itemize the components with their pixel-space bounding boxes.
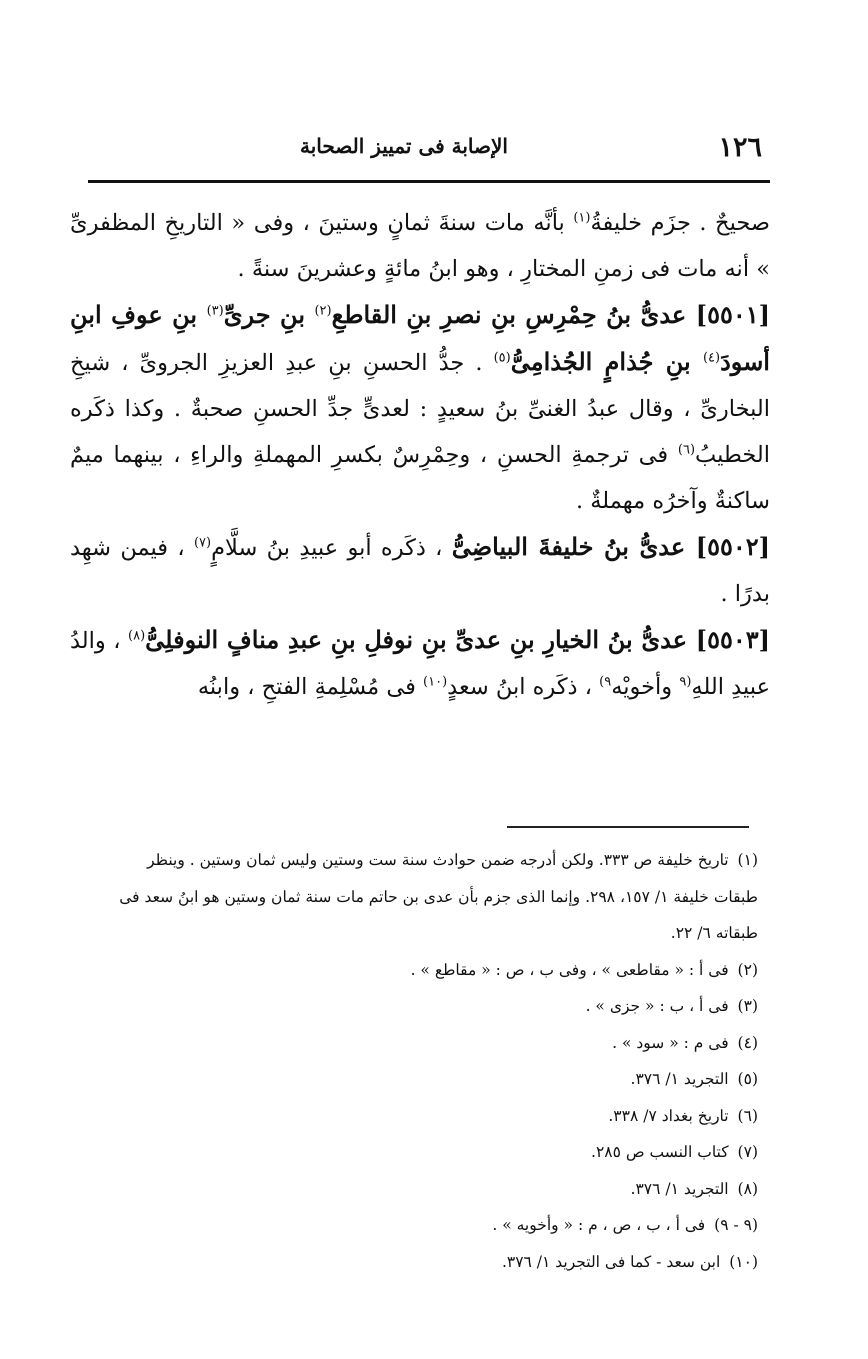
footnote [110, 1244, 758, 1281]
footnote-ref: (٤) [702, 350, 721, 366]
footnote-ref: (١٠) [423, 674, 448, 690]
footnote [110, 1061, 758, 1098]
footnote-number: (٤) [737, 1033, 758, 1052]
text-run: ، فيمن شهِد بدرًا . [70, 535, 770, 607]
footnote-number: (١٠) [729, 1252, 758, 1271]
footnote [110, 952, 758, 989]
footnote-text: فى م : « سود » . [612, 1033, 729, 1052]
footnote-ref: (٢) [314, 303, 332, 319]
text-run: بأنَّه مات سنةَ ثمانٍ وستينَ ، وفى « التاريخِ المظفرىِّ » أنه مات فى زمنِ المختارِ ، وهو ابنُ مائةٍ وعشرينَ سنةً . [70, 210, 770, 282]
text-run: وأخويْه [611, 674, 680, 700]
footnote-number: (٧) [737, 1143, 758, 1161]
entry-heading: بنِ جرىِّ [223, 300, 315, 329]
text-run: ، ذكَره ابنُ سعدٍ [447, 674, 600, 700]
footnote-number: (٩ - ٩) [714, 1216, 758, 1234]
footnote-number: (٨) [737, 1179, 758, 1198]
footnote [110, 988, 758, 1025]
text-run: . جدُّ الحسنِ بنِ عبدِ العزيزِ الجروىِّ ، شيخِ البخارىِّ ، وقال عبدُ الغنىِّ بنُ سعيدٍ : لعدىٍّ جدِّ الحسنِ صحبةٌ . وكذا ذكَره الخطيبُ [70, 350, 770, 468]
main-text [70, 200, 770, 710]
text-run: ، ذكَره أبو عبيدِ بنُ سلَّامٍ [211, 535, 452, 561]
text-run: صحيحٌ . جزَم خليفةُ [590, 210, 770, 236]
footnote-number: (٢) [737, 960, 758, 979]
footnote-text: تاريخ بغداد ٧/ ٣٣٨. [608, 1106, 729, 1125]
footnote-text: فى أ ، ب : « جزى » . [585, 997, 729, 1015]
text-run: فى ترجمةِ الحسنِ ، وحِمْرِسٌ بكسرِ المهملةِ والراءِ ، بينهما ميمٌ ساكنةٌ وآخرُه مهملةٌ . [70, 442, 770, 514]
footnote [110, 1171, 758, 1208]
footnote-text: تاريخ خليفة ص ٣٣٣. ولكن أدرجه ضمن حوادث سنة ست وستين وليس ثمان وستين . وينظر طبقات خليفة ١/ ١٥٧، ٢٩٨. وإنما الذى جزم بأن عدى بن حاتم مات سنة ثمان وستين هو ابنُ سعد فى طبقاته ٦/ ٢٢. [119, 851, 758, 942]
footnote-text: فى أ ، ب ، ص ، م : « وأخويه » . [492, 1216, 706, 1234]
footnote-text: فى أ : « مقاطعى » ، وفى ب ، ص : « مقاطع » . [410, 960, 729, 979]
entry-5501 [70, 292, 770, 524]
footnote-number: (٥) [737, 1070, 758, 1088]
footnote-number: (١) [737, 851, 758, 869]
footnote-text: التجريد ١/ ٣٧٦. [630, 1070, 729, 1088]
footnote-rule [507, 826, 749, 828]
entry-heading: بنِ جُذامٍ الجُذامِىُّ [510, 347, 703, 376]
entry-heading: [٥٥٠٢] عدىُّ بنُ خليفةَ البياضِىُّ [451, 532, 771, 561]
running-title: الإصابة فى تمييز الصحابة [300, 134, 508, 158]
intro-paragraph [70, 200, 770, 292]
footnote [110, 1134, 758, 1171]
entry-5502 [70, 524, 770, 617]
footnote [110, 1098, 758, 1135]
footnote-text: ابن سعد - كما فى التجريد ١/ ٣٧٦. [501, 1252, 721, 1271]
footnote-ref: ٩) [599, 674, 612, 690]
footnotes [110, 842, 758, 1280]
entry-heading: [٥٥٠١] عدىُّ بنُ حِمْرِسِ بنِ نصرِ بنِ القاطعِ [331, 300, 771, 329]
footnote [110, 1025, 758, 1062]
footnote-ref: (٦) [677, 442, 696, 458]
footnote-ref: (١) [573, 210, 591, 226]
page-number: ١٢٦ [718, 132, 762, 163]
footnote-number: (٣) [737, 997, 758, 1015]
entry-5503 [70, 617, 770, 710]
page-header [90, 130, 770, 170]
footnote-ref: (٧) [193, 535, 212, 551]
text-run: ، والدُ عبيدِ اللهِ [70, 628, 770, 700]
footnote-ref: (٣) [206, 303, 224, 319]
footnote-number: (٦) [737, 1106, 758, 1125]
footnote-text: التجريد ١/ ٣٧٦. [630, 1179, 729, 1198]
footnote-text: كتاب النسب ص ٢٨٥. [591, 1143, 729, 1161]
footnote [110, 842, 758, 952]
entry-heading: [٥٥٠٣] عدىُّ بنُ الخيارِ بنِ عدىِّ بنِ نوفلِ بنِ عبدِ منافٍ النوفلِىُّ [145, 625, 770, 654]
footnote [110, 1207, 758, 1244]
header-rule [88, 180, 770, 183]
footnote-ref: (٩ [679, 674, 692, 690]
text-run: فى مُسْلِمةِ الفتحِ ، وابنُه [197, 674, 424, 700]
entry-heading: بنِ عوفِ ابنِ أسودَ [70, 300, 770, 376]
footnote-ref: (٨) [128, 628, 146, 644]
footnote-ref: (٥) [493, 350, 511, 366]
